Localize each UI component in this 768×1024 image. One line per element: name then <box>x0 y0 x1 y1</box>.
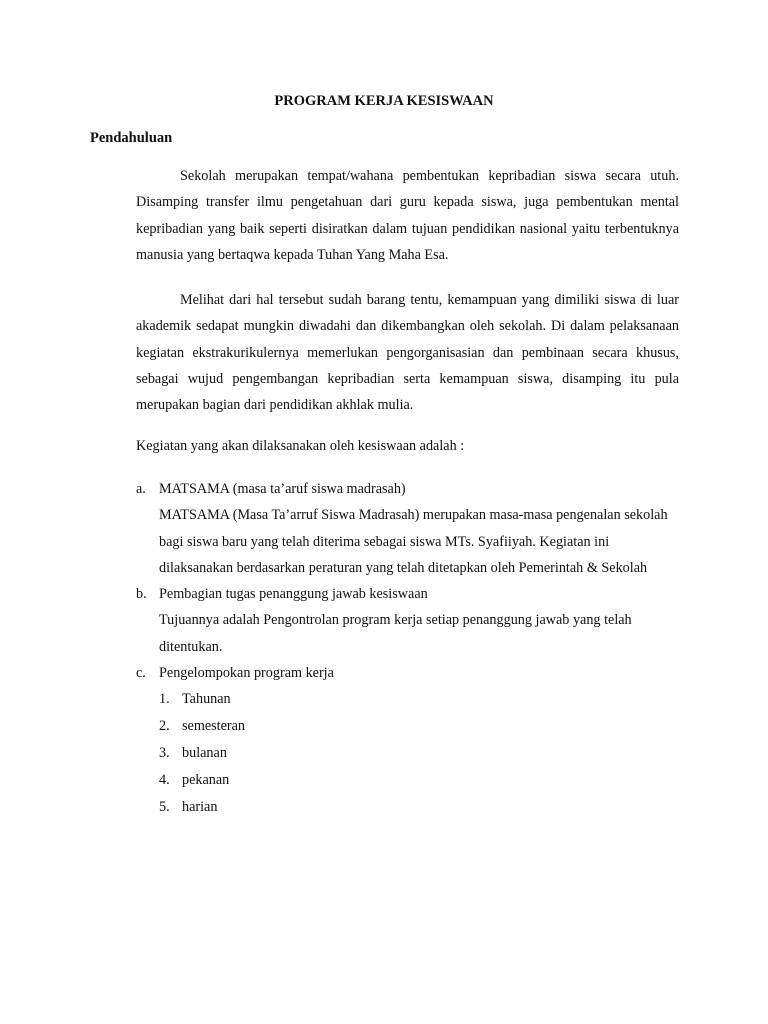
sub-list-label: semesteran <box>182 718 246 735</box>
sub-list-marker: 3. <box>159 745 170 762</box>
sub-list-marker: 4. <box>159 772 170 789</box>
activities-intro: Kegiatan yang akan dilaksanakan oleh kesiswaan adalah : <box>136 438 465 454</box>
list-item-description: MATSAMA (Masa Ta’arruf Siswa Madrasah) merupakan masa-masa pengenalan sekolah bagi siswa baru yang telah diterima sebagai siswa MTs. Syafiiyah. Kegiatan ini dilaksanakan berdasarkan peraturan yang telah ditetapkan oleh Pemerintah & Sekolah <box>159 507 668 576</box>
list-marker: c. <box>136 665 146 682</box>
list-item-description: Tujuannya adalah Pengontrolan program kerja setiap penanggung jawab yang telah ditentukan. <box>159 612 632 655</box>
sub-list-marker: 2. <box>159 718 170 735</box>
document-title: PROGRAM KERJA KESISWAAN <box>274 93 494 109</box>
sub-list-item <box>159 740 679 767</box>
sub-list-item <box>159 686 679 713</box>
sub-list-item <box>159 767 679 794</box>
sub-list-label: Tahunan <box>182 691 231 708</box>
sub-list-item <box>159 794 679 821</box>
program-group-list <box>159 686 679 821</box>
sub-list-label: bulanan <box>182 745 227 762</box>
list-item-c <box>136 660 679 821</box>
sub-list-label: harian <box>182 799 218 816</box>
sub-list-item <box>159 713 679 740</box>
list-marker: a. <box>136 481 146 497</box>
paragraph-2: Melihat dari hal tersebut sudah barang tentu, kemampuan yang dimiliki siswa di luar akademik sedapat mungkin diwadahi dan dikembangkan oleh sekolah. Di dalam pelaksanaan kegiatan ekstrakurikulernya memerlukan pengorganisasian dan pembinaan secara khusus, sebagai wujud pengembangan kepribadian serta kemampuan siswa, disamping itu pula merupakan bagian dari pendidikan akhlak mulia. <box>136 292 679 414</box>
list-marker: b. <box>136 586 147 603</box>
list-item-title: Pengelompokan program kerja <box>159 665 334 682</box>
list-item-title: Pembagian tugas penanggung jawab kesiswaan <box>159 586 428 603</box>
paragraph-1: Sekolah merupakan tempat/wahana pembentukan kepribadian siswa secara utuh. Disamping transfer ilmu pengetahuan dari guru kepada siswa, juga pembentukan mental kepribadian yang baik seperti disiratkan dalam tujuan pendidikan nasional yaitu terbentuknya manusia yang bertaqwa kepada Tuhan Yang Maha Esa. <box>136 168 679 263</box>
sub-list-label: pekanan <box>182 772 230 789</box>
section-heading: Pendahuluan <box>90 130 173 146</box>
activity-list <box>136 476 679 821</box>
list-item-title: MATSAMA (masa ta’aruf siswa madrasah) <box>159 481 406 497</box>
sub-list-marker: 1. <box>159 691 170 708</box>
list-item-b <box>136 581 679 660</box>
sub-list-marker: 5. <box>159 799 170 816</box>
list-item-a <box>136 476 679 581</box>
